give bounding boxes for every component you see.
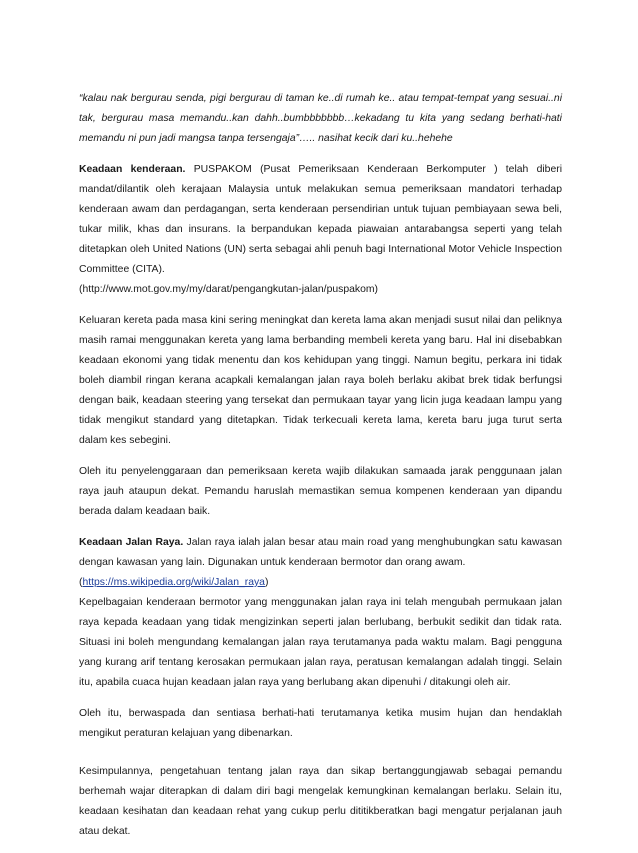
opening-quote: “kalau nak bergurau senda, pigi bergurau di taman ke..di rumah ke.. atau tempat-tempat yang sesuai..ni tak, bergurau masa memandu..kan dahh..bumbbbbbbb…kekadang tu kita yang sedang berhati-hati memandu ni pun jadi mangsa tanpa tersengaja”….. nasihat kecik dari ku..hehehe xyxy=(79,93,562,144)
section-keadaan-jalan-raya xyxy=(79,533,562,693)
paragraph-penyelenggaraan: Oleh itu penyelenggaraan dan pemeriksaan kereta wajib dilakukan samaada jarak penggunaan jalan raya jauh ataupun dekat. Pemandu haruslah memastikan semua kompenen kenderaan yan dipandu berada dalam keadaan baik. xyxy=(79,466,562,517)
wiki-reference-close: ) xyxy=(264,577,269,588)
wikipedia-link[interactable]: https://ms.wikipedia.org/wiki/Jalan_raya xyxy=(82,577,265,588)
section-heading-kenderaan: Keadaan kenderaan. xyxy=(79,164,186,175)
paragraph-kesimpulan: Kesimpulannya, pengetahuan tentang jalan raya dan sikap bertanggungjawab sebagai pemandu berhemah wajar diterapkan di dalam diri bagi mengelak kemungkinan kemalangan berlaku. Selain itu, keadaan kesihatan dan keadaan rehat yang cukup perlu dititikberatkan bagi mengatur perjalanan jauh atau dekat. xyxy=(79,766,562,837)
wiki-reference-open: ( xyxy=(79,577,83,588)
section-text-jalan-raya-2: Kepelbagaian kenderaan bermotor yang menggunakan jalan raya ini telah mengubah permukaan jalan raya kepada keadaan yang tidak mengizinkan seperti jalan berlubang, berbukit sedikit dan tidak rata. Situasi ini boleh mengundang kemalangan jalan raya terutamanya pada waktu malam. Bagi pengguna yang kurang arif tentang kerosakan permukaan jalan raya, peratusan kemalangan adalah tinggi. Selain itu, apabila cuaca hujan keadaan jalan raya yang berlubang akan dipenuhi / ditakungi oleh air. xyxy=(79,597,562,688)
wiki-reference xyxy=(79,573,562,593)
paragraph-berwaspada: Oleh itu, berwaspada dan sentiasa berhati-hati terutamanya ketika musim hujan dan hendaklah mengikut peraturan kelajuan yang dibenarkan. xyxy=(79,708,562,739)
section-text-jalan-raya: Jalan raya ialah jalan besar atau main road yang menghubungkan satu kawasan dengan kawasan yang lain. Digunakan untuk kenderaan bermotor dan orang awam. xyxy=(79,537,562,568)
section-text-kenderaan: PUSPAKOM (Pusat Pemeriksaan Kenderaan Berkomputer ) telah diberi mandat/dilantik oleh kerajaan Malaysia untuk melakukan semua pemeriksaan mandatori terhadap kenderaan awam dan perdagangan, serta kenderaan persendirian untuk tujuan pembiayaan sewa beli, tukar milik, khas dan insurans. Ia berpandukan kepada piawaian antarabangsa seperti yang telah ditetapkan oleh United Nations (UN) serta sebagai ahli penuh bagi International Motor Vehicle Inspection Committee (CITA). xyxy=(79,164,562,275)
source-reference: (http://www.mot.gov.my/my/darat/pengangkutan-jalan/puspakom) xyxy=(79,284,378,295)
document-page xyxy=(79,89,562,853)
section-heading-jalan-raya: Keadaan Jalan Raya. xyxy=(79,537,184,548)
section-keadaan-kenderaan xyxy=(79,160,562,300)
paragraph-keluaran-kereta: Keluaran kereta pada masa kini sering meningkat dan kereta lama akan menjadi susut nilai dan peliknya masih ramai menggunakan kereta yang lama berbanding membeli kereta yang baru. Hal ini disebabkan keadaan ekonomi yang tidak menentu dan kos kehidupan yang tinggi. Namun begitu, perkara ini tidak boleh diambil ringan kerana acapkali kemalangan jalan raya boleh berlaku akibat brek tidak berfungsi dengan baik, keadaan steering yang tersekat dan permukaan tayar yang licin juga keadaan lampu yang tidak mengikut standard yang ditetapkan. Tidak terkecuali kereta lama, kereta baru juga turut serta dalam kes sebegini. xyxy=(79,315,562,446)
